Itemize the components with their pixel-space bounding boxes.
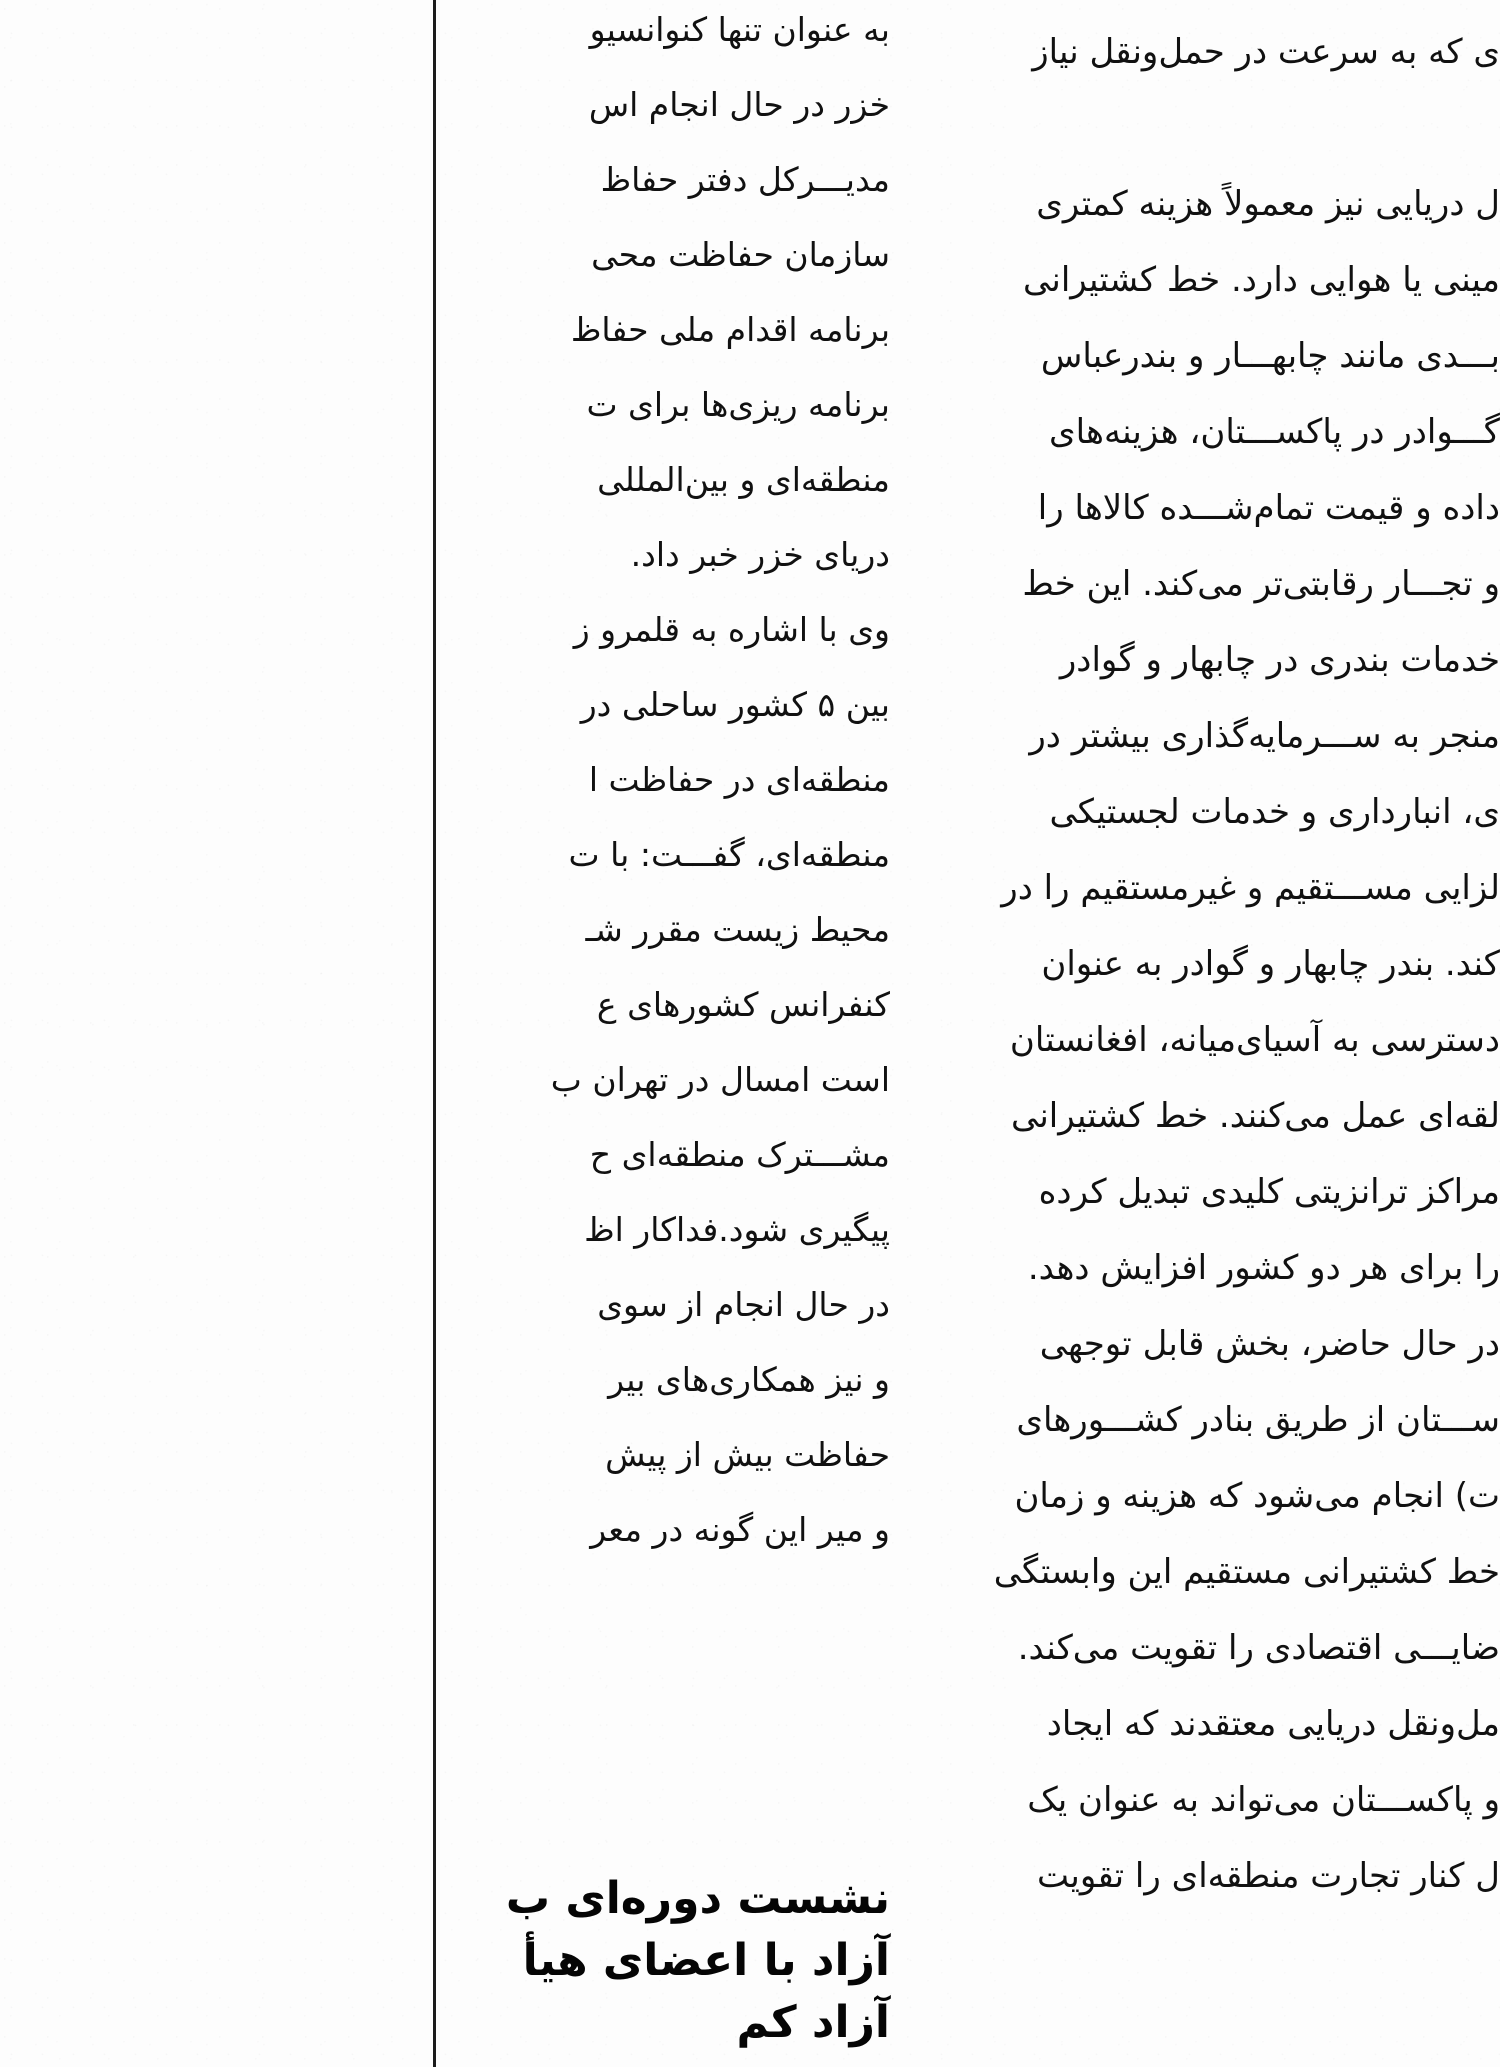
text-line: خزر در حال انجام اس: [588, 85, 890, 124]
text-line: وی با اشاره به قلمرو ز: [573, 610, 890, 649]
text-line: منطقه‌ای، گفـــت: با ت: [568, 835, 890, 874]
text-line: مل‌ونقل دریایی معتقدند که ایجاد: [1046, 1704, 1500, 1744]
text-line: مینی یا هوایی دارد. خط کشتیرانی: [1023, 260, 1500, 300]
text-line: لقه‌ای عمل می‌کنند. خط کشتیرانی: [1010, 1096, 1500, 1136]
right-column-body: [170, 0, 1500, 1914]
text-line: گـــوادر در پاکســـتان، هزینه‌های: [1049, 412, 1500, 452]
text-line: ی، انبارداری و خدمات لجستیکی: [1049, 792, 1500, 832]
headline-line: آزاد کم: [736, 1997, 890, 2048]
text-line: منجر به ســـرمایه‌گذاری بیشتر در: [1029, 716, 1500, 756]
text-line: در حال حاضر، بخش قابل توجهی: [1039, 1324, 1500, 1364]
right-text-column: [448, 0, 1500, 2067]
text-line: کند. بندر چابهار و گوادر به عنوان: [1041, 944, 1500, 984]
text-line: خط کشتیرانی مستقیم این وابستگی: [993, 1552, 1500, 1592]
text-line: [170, 0, 1500, 14]
text-line: منطقه‌ای و بین‌المللی: [597, 460, 890, 499]
text-line: دریای خزر خبر داد.: [630, 535, 890, 574]
text-line: به عنوان تنها کنوانسیو: [589, 10, 890, 49]
text-line: و میر این گونه در معر: [590, 1510, 890, 1549]
text-line: ضایـــی اقتصادی را تقویت می‌کند.: [1017, 1628, 1500, 1668]
headline-line: آزاد با اعضای هیأ: [522, 1935, 890, 1986]
text-line: دسترسی به آسیای‌میانه، افغانستان: [1009, 1020, 1500, 1060]
text-line: در حال انجام از سوی: [597, 1285, 890, 1324]
text-line: برنامه اقدام ملی حفاظ: [570, 310, 890, 349]
text-line: منطقه‌ای در حفاظت ا: [588, 760, 890, 799]
text-line: ســـتان از طریق بنادر کشـــورهای: [1016, 1400, 1500, 1440]
text-line: مراکز ترانزیتی کلیدی تبدیل کرده: [1038, 1172, 1500, 1212]
text-line: محیط زیست مقرر شـ: [585, 910, 890, 949]
text-line: برنامه ریزی‌ها برای ت: [586, 385, 890, 424]
text-line: کنفرانس کشورهای ع: [596, 985, 890, 1024]
text-line: را برای هر دو کشور افزایش دهد.: [1027, 1248, 1500, 1288]
headline-line: نشست دوره‌ای ب: [505, 1873, 890, 1924]
text-line: مدیـــرکل دفتر حفاظ: [600, 160, 890, 199]
text-line: پیگیری شود.فداکار اظ: [584, 1210, 890, 1249]
text-line: ل دریایی نیز معمولاً هزینه کمتری: [1036, 184, 1500, 224]
text-line: است امسال در تهران ب: [550, 1060, 890, 1099]
text-line: ت) انجام می‌شود که هزینه و زمان: [1014, 1476, 1500, 1516]
text-line: داده و قیمت تمام‌شـــده کالاها را: [1037, 488, 1500, 528]
text-line: و پاکســـتان می‌تواند به عنوان یک: [1027, 1780, 1500, 1820]
text-line: بـــدی مانند چابهـــار و بندرعباس: [1040, 336, 1500, 376]
text-line: و نیز همکاری‌های بیر: [608, 1360, 890, 1399]
text-line: بین ۵ کشور ساحلی در: [580, 685, 890, 724]
paragraph-break: [170, 90, 1500, 166]
text-line: خدمات بندری در چابهار و گوادر: [1059, 640, 1500, 680]
text-line: ی که به سرعت در حمل‌ونقل نیاز: [1032, 32, 1500, 72]
text-line: لزایی مســـتقیم و غیرمستقیم را در: [1001, 868, 1500, 908]
text-line: حفاظت بیش از پیش: [605, 1435, 890, 1474]
text-line: ل کنار تجارت منطقه‌ای را تقویت: [1037, 1856, 1500, 1896]
text-line: مشـــترک منطقه‌ای ح: [589, 1135, 890, 1174]
text-line: سازمان حفاظت محی: [591, 235, 890, 274]
text-line: و تجـــار رقابتی‌تر می‌کند. این خط: [1022, 564, 1500, 604]
